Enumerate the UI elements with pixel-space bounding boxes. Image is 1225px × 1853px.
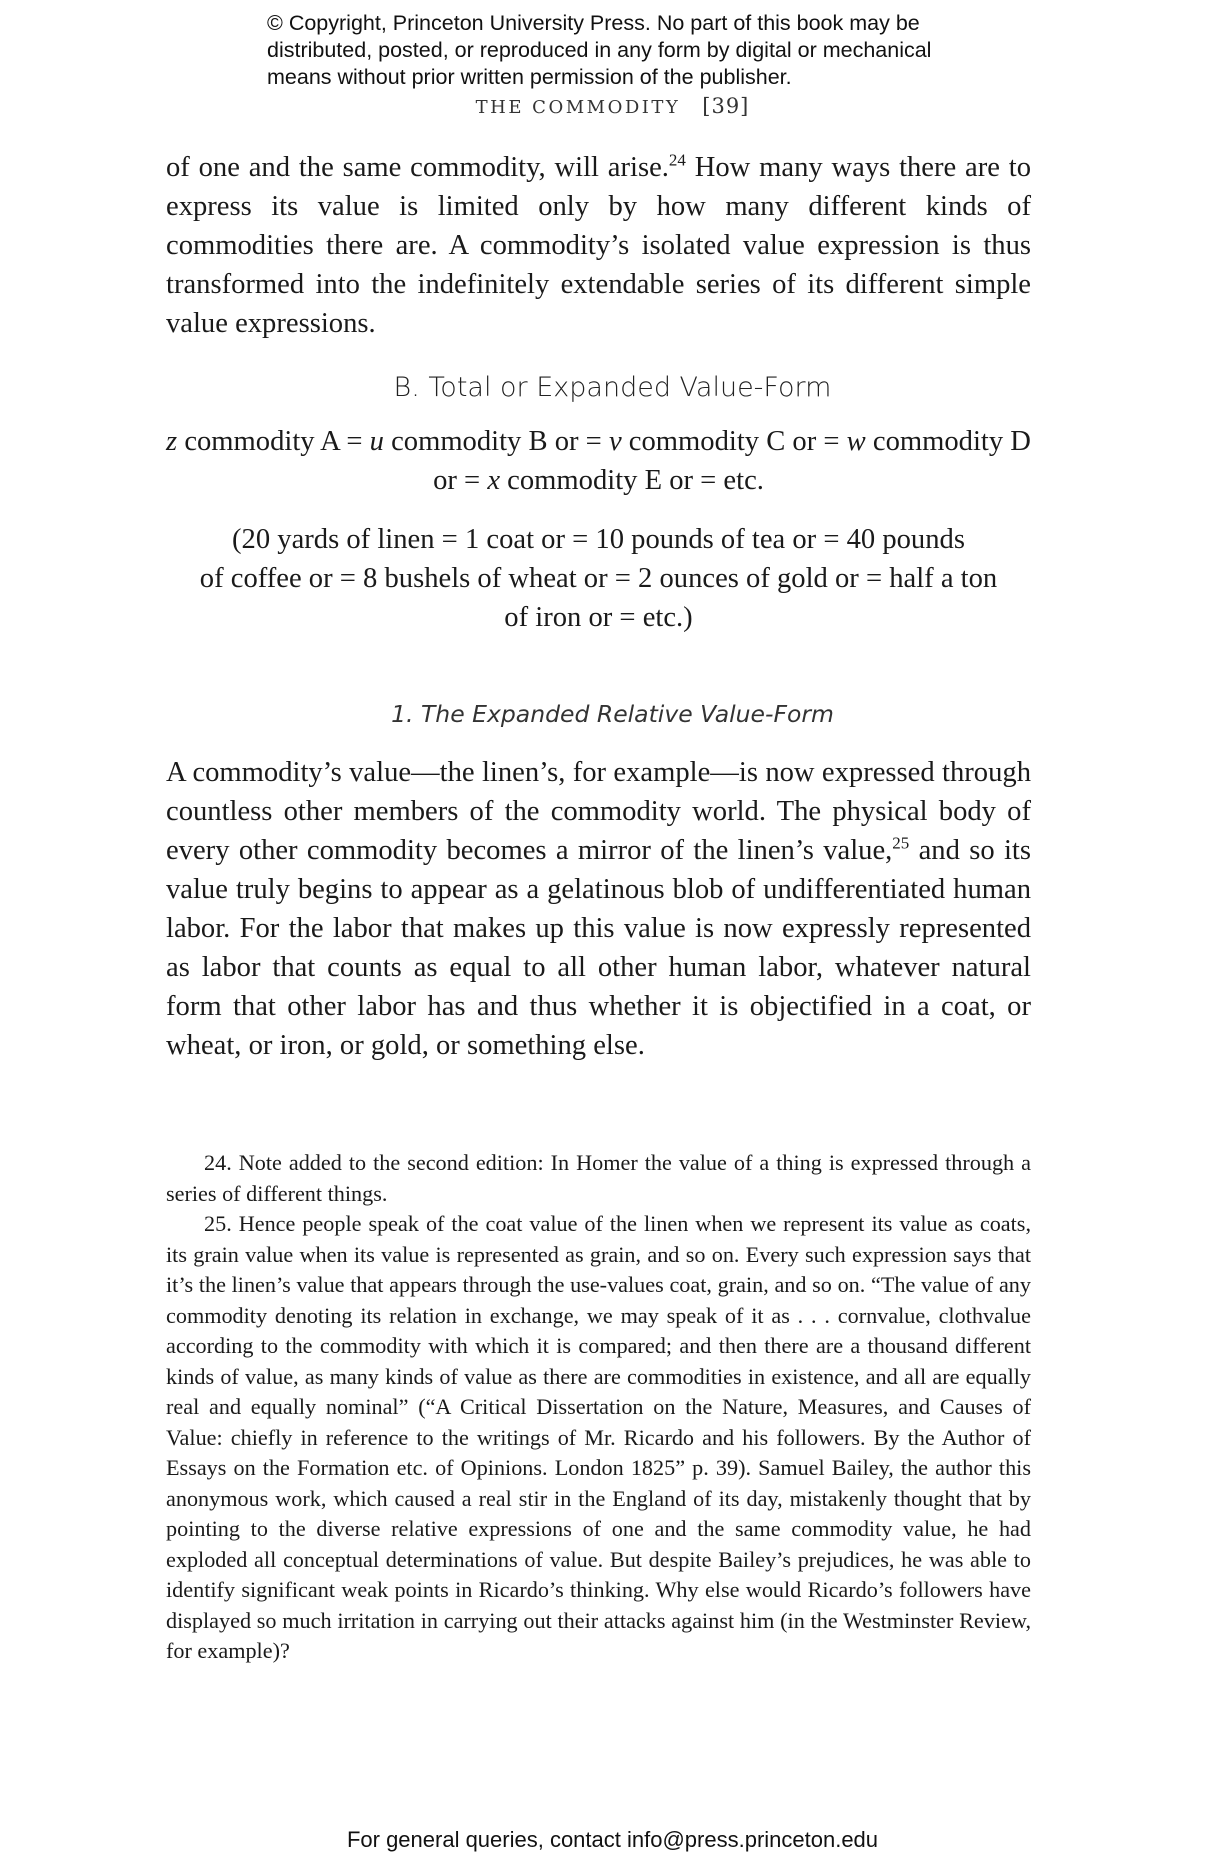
formula-text: commodity B or = <box>383 426 609 457</box>
variable: w <box>846 426 866 457</box>
copyright-notice <box>267 10 1027 91</box>
footnote-ref-25[interactable]: 25 <box>892 833 910 853</box>
paragraph-text: of one and the same commodity, will arise. <box>166 152 669 183</box>
variable: x <box>487 465 501 496</box>
variable: z <box>166 426 178 457</box>
paragraph-text: How many ways there are to express its value is limited only by how many different kinds of commodities there are. A commodity’s isolated value expression is thus transformed into the indefinitely extendable series of its different simple value expressions. <box>166 152 1031 339</box>
example-line: of iron or = etc.) <box>504 602 693 633</box>
page-number: [39] <box>702 94 750 118</box>
value-form-example <box>166 520 1031 637</box>
paragraph-1 <box>166 148 1031 343</box>
paragraph-text: and so its value truly begins to appear as a gelatinous blob of undifferentiated human labor. For the labor that makes up this value is now expressly represented as labor that counts as equal to all other human labor, whatever natural form that other labor has and thus whether it is objectified in a coat, or wheat, or iron, or gold, or something else. <box>166 835 1031 1061</box>
formula-text: commodity C or = <box>621 426 847 457</box>
running-head <box>0 94 1225 118</box>
copyright-line: distributed, posted, or reproduced in any form by digital or mechanical <box>267 38 932 62</box>
footnote-ref-24[interactable]: 24 <box>668 150 686 170</box>
example-line: (20 yards of linen = 1 coat or = 10 pounds of tea or = 40 pounds <box>232 524 965 555</box>
paragraph-text: A commodity’s value—the linen’s, for example—is now expressed through countless other members of the commodity world. The physical body of every other commodity becomes a mirror of the linen’s value, <box>166 757 1031 866</box>
formula-text: commodity D or = <box>433 426 1031 496</box>
contact-footer: For general queries, contact info@press.princeton.edu <box>346 1827 879 1852</box>
running-head-title: THE COMMODITY <box>475 97 681 118</box>
value-form-formula <box>166 422 1031 500</box>
footnote-24: 24. Note added to the second edition: In Homer the value of a thing is expressed through a series of different things. <box>166 1150 1031 1206</box>
paragraph-2 <box>166 753 1031 1065</box>
formula-text: commodity A = <box>177 426 370 457</box>
formula-text: commodity E or = etc. <box>500 465 764 496</box>
section-heading: B. Total or Expanded Value-Form <box>393 372 832 403</box>
variable: v <box>608 426 622 457</box>
variable: u <box>369 426 384 457</box>
example-line: of coffee or = 8 bushels of wheat or = 2 ounces of gold or = half a ton <box>199 563 998 594</box>
copyright-line: © Copyright, Princeton University Press. No part of this book may be <box>267 11 920 35</box>
footnotes <box>166 1148 1031 1667</box>
copyright-line: means without prior written permission of the publisher. <box>267 65 792 89</box>
footnote-25: 25. Hence people speak of the coat value of the linen when we represent its value as coats, its grain value when its value is represented as grain, and so on. Every such expression says that it’s the linen’s value that appears through the use-values coat, grain, and so on. “The value of any commodity denoting its relation in exchange, we may speak of it as . . . cornvalue, clothvalue according to the commodity with which it is compared; and then there are a thousand different kinds of value, as many kinds of value as there are commodities in existence, and all are equally real and equally nominal” (“A Critical Dissertation on the Nature, Measures, and Causes of Value: chiefly in reference to the writings of Mr. Ricardo and his followers. By the Author of Essays on the Formation etc. of Opinions. London 1825” p. 39). Samuel Bailey, the author this anonymous work, which caused a real stir in the England of its day, mistakenly thought that by pointing to the diverse relative expressions of one and the same commodity value, he had exploded all conceptual determinations of value. But despite Bailey’s prejudices, he was able to identify significant weak points in Ricardo’s thinking. Why else would Ricardo’s followers have displayed so much irritation in carrying out their attacks against him (in the Westminster Review, for example)? <box>166 1211 1031 1663</box>
subsection-heading: 1. The Expanded Relative Value-Form <box>391 700 834 728</box>
